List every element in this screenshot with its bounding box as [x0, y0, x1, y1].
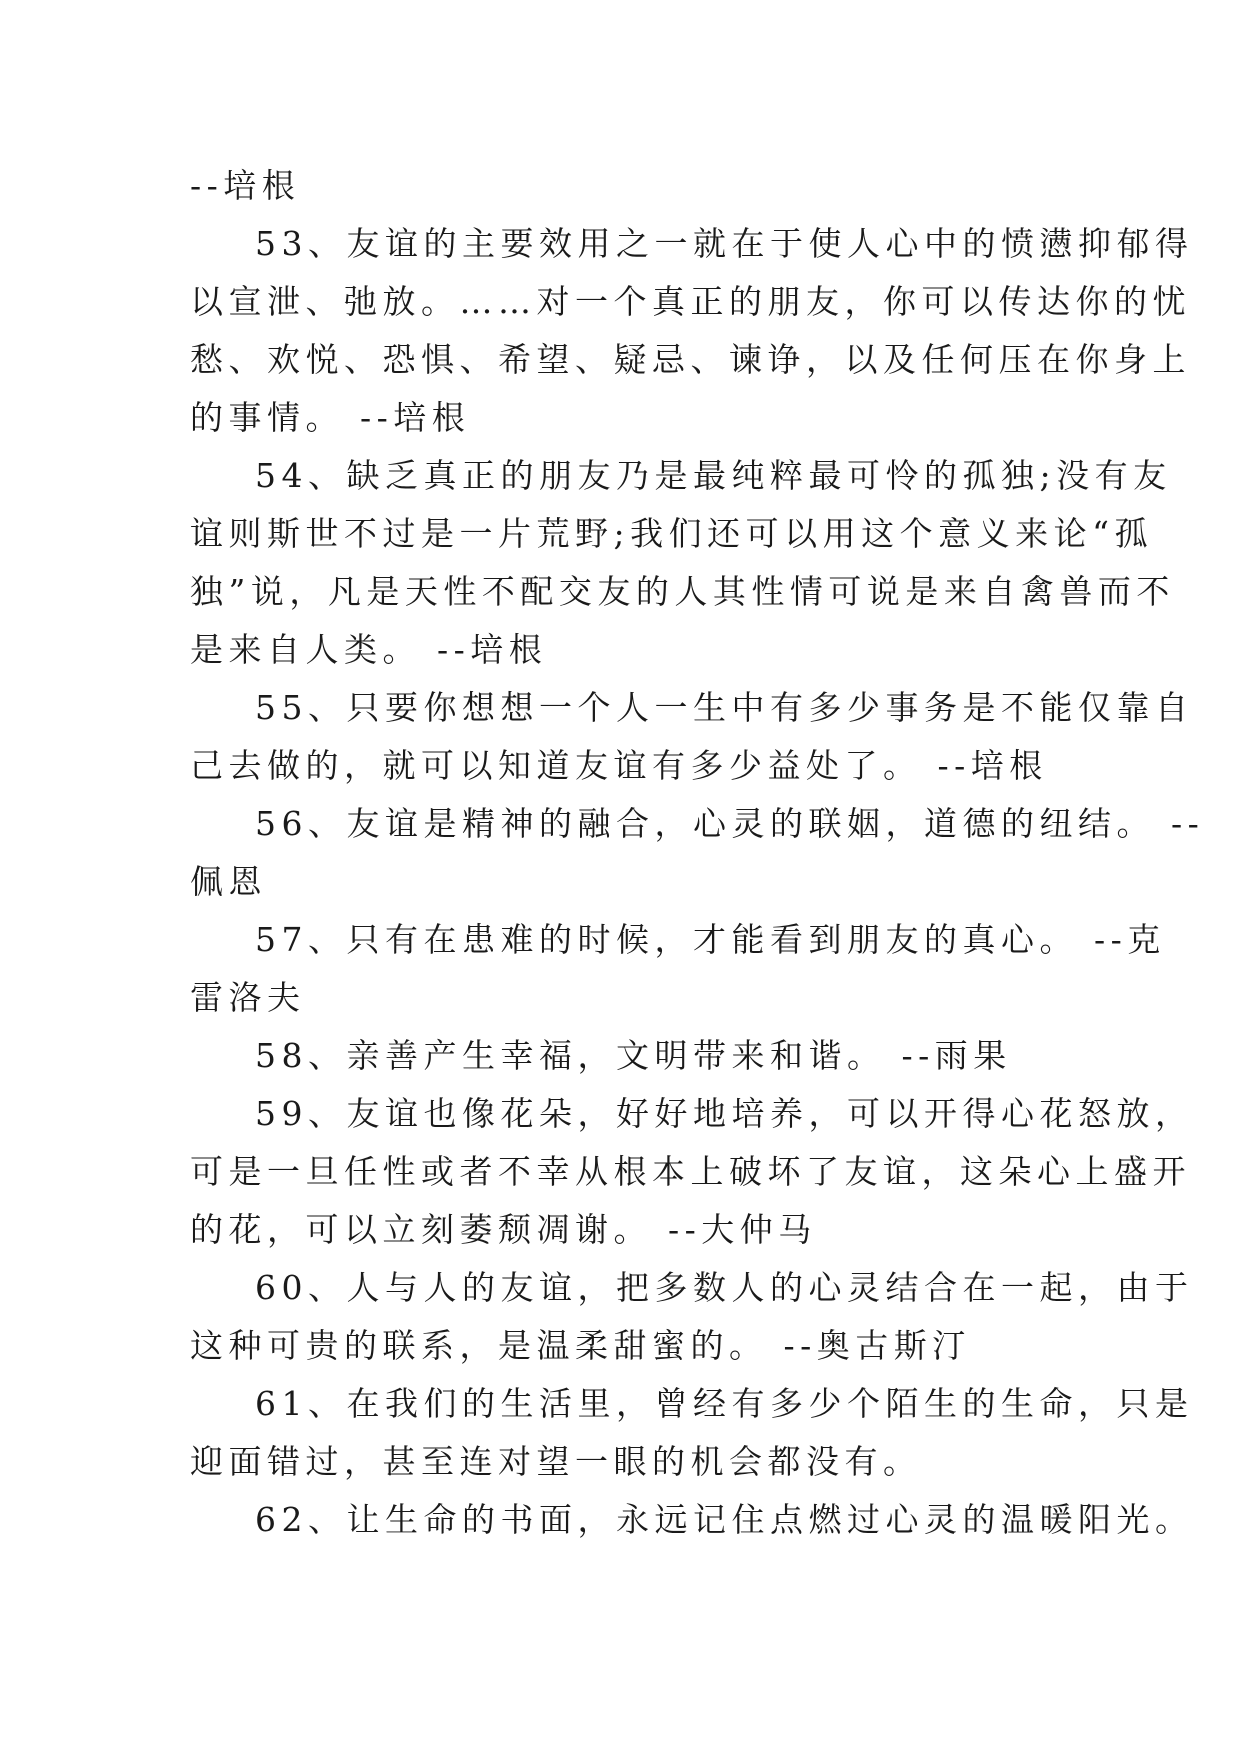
paragraph-57-line-1: 57、只有在患难的时候，才能看到朋友的真心。 --克 [255, 920, 1166, 959]
paragraph-61-line-2: 迎面错过，甚至连对望一眼的机会都没有。 [190, 1442, 922, 1481]
text-line: --培根 [190, 166, 301, 205]
paragraph-61-line-1: 61、在我们的生活里，曾经有多少个陌生的生命，只是 [255, 1384, 1194, 1423]
paragraph-58-line-1: 58、亲善产生幸福，文明带来和谐。 --雨果 [255, 1036, 1012, 1075]
paragraph-55-line-1: 55、只要你想想一个人一生中有多少事务是不能仅靠自 [255, 688, 1194, 727]
paragraph-60-line-2: 这种可贵的联系，是温柔甜蜜的。 --奥古斯汀 [190, 1326, 971, 1365]
paragraph-55-line-2: 己去做的，就可以知道友谊有多少益处了。 --培根 [190, 746, 1048, 785]
paragraph-53-line-2: 以宣泄、弛放。……对一个真正的朋友，你可以传达你的忧 [190, 282, 1191, 321]
paragraph-59-line-2: 可是一旦任性或者不幸从根本上破坏了友谊，这朵心上盛开 [190, 1152, 1191, 1191]
paragraph-53-line-4: 的事情。 --培根 [190, 398, 471, 437]
paragraph-54-line-2: 谊则斯世不过是一片荒野;我们还可以用这个意义来论“孤 [190, 514, 1153, 553]
paragraph-59-line-3: 的花，可以立刻萎颓凋谢。 --大仲马 [190, 1210, 817, 1249]
paragraph-60-line-1: 60、人与人的友谊，把多数人的心灵结合在一起，由于 [255, 1268, 1194, 1307]
paragraph-54-line-1: 54、缺乏真正的朋友乃是最纯粹最可怜的孤独;没有友 [255, 456, 1172, 495]
paragraph-54-line-4: 是来自人类。 --培根 [190, 630, 548, 669]
paragraph-56-line-2: 佩恩 [190, 862, 267, 901]
paragraph-62-line-1: 62、让生命的书面，永远记住点燃过心灵的温暖阳光。 [255, 1500, 1194, 1539]
paragraph-53-line-3: 愁、欢悦、恐惧、希望、疑忌、谏诤，以及任何压在你身上 [190, 340, 1191, 379]
paragraph-54-line-3: 独”说，凡是天性不配交友的人其性情可说是来自禽兽而不 [190, 572, 1175, 611]
paragraph-57-line-2: 雷洛夫 [190, 978, 306, 1017]
paragraph-56-line-1: 56、友谊是精神的融合，心灵的联姻，道德的纽结。 -- [255, 804, 1205, 843]
paragraph-59-line-1: 59、友谊也像花朵，好好地培养，可以开得心花怒放， [255, 1094, 1194, 1133]
paragraph-53-line-1: 53、友谊的主要效用之一就在于使人心中的愤懑抑郁得 [255, 224, 1194, 263]
